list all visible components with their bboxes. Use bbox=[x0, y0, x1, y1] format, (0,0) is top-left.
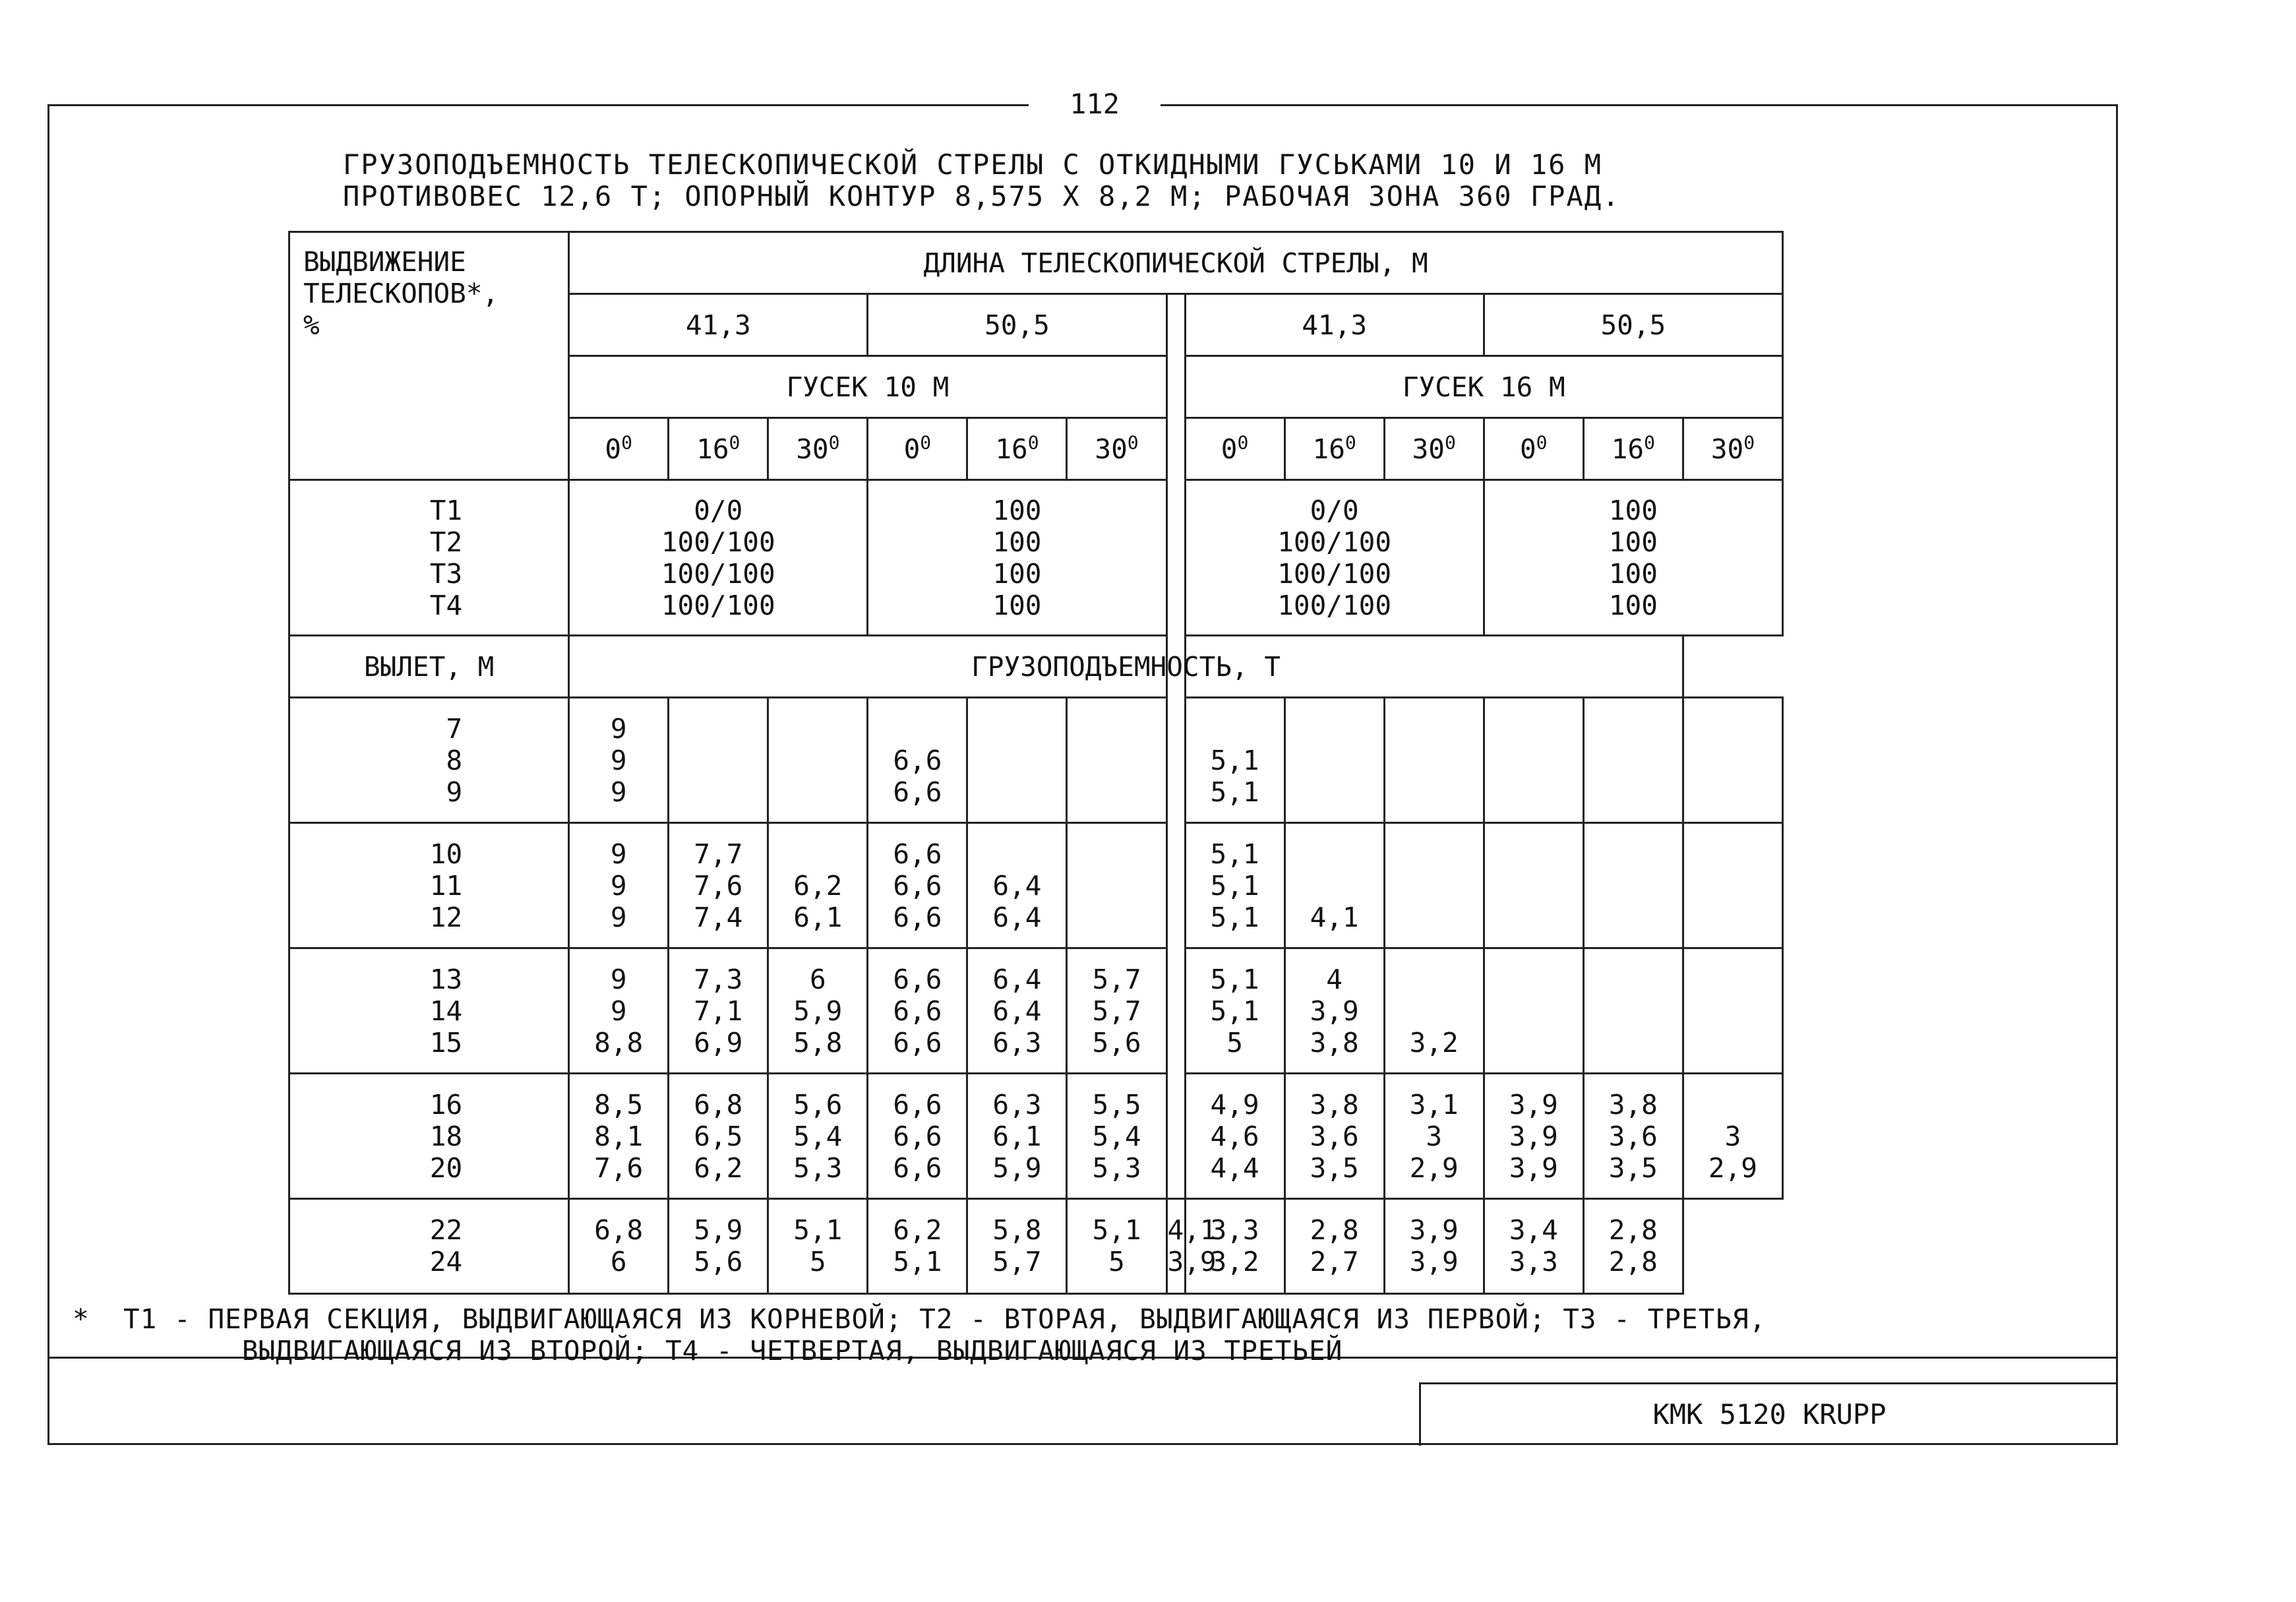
capacity-cell: 5,5 5,4 5,3 bbox=[1067, 1074, 1166, 1199]
capacity-cell: 3,9 3,9 3,9 bbox=[1484, 1074, 1583, 1199]
title-line-1: ГРУЗОПОДЪЕМНОСТЬ ТЕЛЕСКОПИЧЕСКОЙ СТРЕЛЫ С ОТКИДНЫМИ ГУСЬКАМИ 10 И 16 М bbox=[343, 148, 1603, 181]
capacity-cell bbox=[768, 698, 868, 823]
capacity-cell: 6,6 6,6 6,6 bbox=[868, 823, 967, 948]
capacity-cell: 4,1 bbox=[1284, 823, 1384, 948]
angle-cell: $16^0$ bbox=[669, 418, 768, 480]
capacity-cell: 3,8 3,6 3,5 bbox=[1583, 1074, 1683, 1199]
capacity-cell bbox=[1583, 698, 1683, 823]
capacity-cell: 3,2 bbox=[1384, 948, 1484, 1074]
capacity-cell: 4 3,9 3,8 bbox=[1284, 948, 1384, 1074]
capacity-cell: 6,8 6 bbox=[569, 1199, 669, 1294]
capacity-cell bbox=[1683, 823, 1782, 948]
angle-cell: $30^0$ bbox=[768, 418, 868, 480]
title-line-2: ПРОТИВОВЕС 12,6 Т; ОПОРНЫЙ КОНТУР 8,575 Х 8,2 М; РАБОЧАЯ ЗОНА 360 ГРАД. bbox=[343, 180, 1621, 212]
frame-edge bbox=[47, 1357, 49, 1445]
table-row bbox=[289, 698, 1783, 823]
angle-cell: $0^0$ bbox=[569, 418, 669, 480]
capacity-cell: 5,1 5,1 5 bbox=[1185, 948, 1284, 1074]
page-number: 112 bbox=[1029, 84, 1161, 124]
capacity-table bbox=[288, 231, 1784, 1295]
capacity-cell: 6,6 6,6 6,6 bbox=[868, 948, 967, 1074]
capacity-cell: 3,8 3,6 3,5 bbox=[1284, 1074, 1384, 1199]
capacity-cell bbox=[1384, 823, 1484, 948]
boom-length-4: 50,5 bbox=[1484, 294, 1782, 356]
jib-group-10: ГУСЕК 10 М bbox=[569, 356, 1166, 418]
radius-header: ВЫЛЕТ, М bbox=[289, 636, 569, 698]
capacity-cell: 6,4 6,4 6,3 bbox=[967, 948, 1067, 1074]
capacity-header: ГРУЗОПОДЪЕМНОСТЬ, Т bbox=[569, 636, 1683, 698]
extension-header: ВЫДВИЖЕНИЕ ТЕЛЕСКОПОВ*, % bbox=[289, 232, 569, 480]
angle-cell: $30^0$ bbox=[1384, 418, 1484, 480]
capacity-cell bbox=[1484, 698, 1583, 823]
capacity-cell: 5,1 5 bbox=[1067, 1199, 1166, 1294]
capacity-cell: 5,8 5,7 bbox=[967, 1199, 1067, 1294]
capacity-cell: 5,1 5,1 5,1 bbox=[1185, 823, 1284, 948]
capacity-cell: 5,7 5,7 5,6 bbox=[1067, 948, 1166, 1074]
table-row bbox=[289, 948, 1783, 1074]
capacity-cell bbox=[1683, 698, 1782, 823]
capacity-cell bbox=[1067, 698, 1166, 823]
radius-cell: 7 8 9 bbox=[289, 698, 569, 823]
capacity-cell: 5,9 5,6 bbox=[669, 1199, 768, 1294]
capacity-cell bbox=[1583, 823, 1683, 948]
capacity-cell: 6,8 6,5 6,2 bbox=[669, 1074, 768, 1199]
capacity-cell: 6,4 6,4 bbox=[967, 823, 1067, 948]
telescope-values: 100 100 100 100 bbox=[1484, 480, 1782, 636]
angle-cell: $16^0$ bbox=[1583, 418, 1683, 480]
capacity-cell: 3,9 3,9 bbox=[1384, 1199, 1484, 1294]
radius-cell: 22 24 bbox=[289, 1199, 569, 1294]
angle-cell: $30^0$ bbox=[1683, 418, 1782, 480]
angle-cell: $16^0$ bbox=[967, 418, 1067, 480]
capacity-cell: 9 9 9 bbox=[569, 698, 669, 823]
capacity-cell bbox=[1284, 698, 1384, 823]
radius-cell: 16 18 20 bbox=[289, 1074, 569, 1199]
capacity-cell: 3 2,9 bbox=[1683, 1074, 1782, 1199]
table-row bbox=[289, 823, 1783, 948]
group-separator bbox=[1166, 294, 1185, 1199]
capacity-cell: 4,9 4,6 4,4 bbox=[1185, 1074, 1284, 1199]
table-row bbox=[289, 1199, 1783, 1294]
capacity-cell: 6,3 6,1 5,9 bbox=[967, 1074, 1067, 1199]
footnote bbox=[73, 1303, 2103, 1367]
capacity-cell: 9 9 9 bbox=[569, 823, 669, 948]
telescope-labels: Т1 Т2 Т3 Т4 bbox=[289, 480, 569, 636]
capacity-cell bbox=[1484, 823, 1583, 948]
radius-cell: 10 11 12 bbox=[289, 823, 569, 948]
angle-cell: $0^0$ bbox=[1484, 418, 1583, 480]
radius-cell: 13 14 15 bbox=[289, 948, 569, 1074]
boom-length-1: 41,3 bbox=[569, 294, 868, 356]
capacity-cell bbox=[1683, 948, 1782, 1074]
capacity-cell: 9 9 8,8 bbox=[569, 948, 669, 1074]
telescope-values: 0/0 100/100 100/100 100/100 bbox=[1185, 480, 1484, 636]
capacity-cell: 6,2 6,1 bbox=[768, 823, 868, 948]
footnote-line-2: ВЫДВИГАЮЩАЯСЯ ИЗ ВТОРОЙ; Т4 - ЧЕТВЕРТАЯ, ВЫДВИГАЮЩАЯСЯ ИЗ ТРЕТЬЕЙ bbox=[73, 1335, 1343, 1367]
jib-group-16: ГУСЕК 16 М bbox=[1185, 356, 1782, 418]
capacity-cell: 5,1 5 bbox=[768, 1199, 868, 1294]
capacity-cell: 4,1 3,9 bbox=[1166, 1199, 1185, 1294]
capacity-cell bbox=[1484, 948, 1583, 1074]
boom-length-header: ДЛИНА ТЕЛЕСКОПИЧЕСКОЙ СТРЕЛЫ, М bbox=[569, 232, 1783, 294]
angle-cell: $30^0$ bbox=[1067, 418, 1166, 480]
boom-length-2: 50,5 bbox=[868, 294, 1166, 356]
telescope-values: 100 100 100 100 bbox=[868, 480, 1166, 636]
capacity-cell bbox=[1384, 698, 1484, 823]
capacity-cell: 5,6 5,4 5,3 bbox=[768, 1074, 868, 1199]
title-block-stamp: KMK 5120 KRUPP bbox=[1419, 1382, 2118, 1446]
capacity-cell: 6,2 5,1 bbox=[868, 1199, 967, 1294]
capacity-cell bbox=[1067, 823, 1166, 948]
capacity-cell: 6,6 6,6 bbox=[868, 698, 967, 823]
capacity-cell: 7,3 7,1 6,9 bbox=[669, 948, 768, 1074]
capacity-cell bbox=[1583, 948, 1683, 1074]
capacity-cell: 3,4 3,3 bbox=[1484, 1199, 1583, 1294]
capacity-cell bbox=[669, 698, 768, 823]
capacity-cell: 5,1 5,1 bbox=[1185, 698, 1284, 823]
angle-cell: $0^0$ bbox=[1185, 418, 1284, 480]
telescope-values: 0/0 100/100 100/100 100/100 bbox=[569, 480, 868, 636]
angle-cell: $16^0$ bbox=[1284, 418, 1384, 480]
capacity-cell: 3,3 3,2 bbox=[1185, 1199, 1284, 1294]
capacity-cell: 7,7 7,6 7,4 bbox=[669, 823, 768, 948]
capacity-cell: 3,1 3 2,9 bbox=[1384, 1074, 1484, 1199]
capacity-cell: 6,6 6,6 6,6 bbox=[868, 1074, 967, 1199]
capacity-cell bbox=[967, 698, 1067, 823]
capacity-cell: 2,8 2,7 bbox=[1284, 1199, 1384, 1294]
angle-cell: $0^0$ bbox=[868, 418, 967, 480]
boom-length-3: 41,3 bbox=[1185, 294, 1484, 356]
capacity-cell: 8,5 8,1 7,6 bbox=[569, 1074, 669, 1199]
footnote-line-1: * Т1 - ПЕРВАЯ СЕКЦИЯ, ВЫДВИГАЮЩАЯСЯ ИЗ КОРНЕВОЙ; Т2 - ВТОРАЯ, ВЫДВИГАЮЩАЯСЯ ИЗ ПЕРВОЙ; Т3 - ТРЕТЬЯ, bbox=[73, 1303, 1767, 1335]
table-row bbox=[289, 1074, 1783, 1199]
capacity-cell: 6 5,9 5,8 bbox=[768, 948, 868, 1074]
telescope-row bbox=[289, 480, 1783, 636]
capacity-cell: 2,8 2,8 bbox=[1583, 1199, 1683, 1294]
frame-bottom-line bbox=[47, 1443, 2118, 1445]
page-title bbox=[343, 149, 1925, 212]
